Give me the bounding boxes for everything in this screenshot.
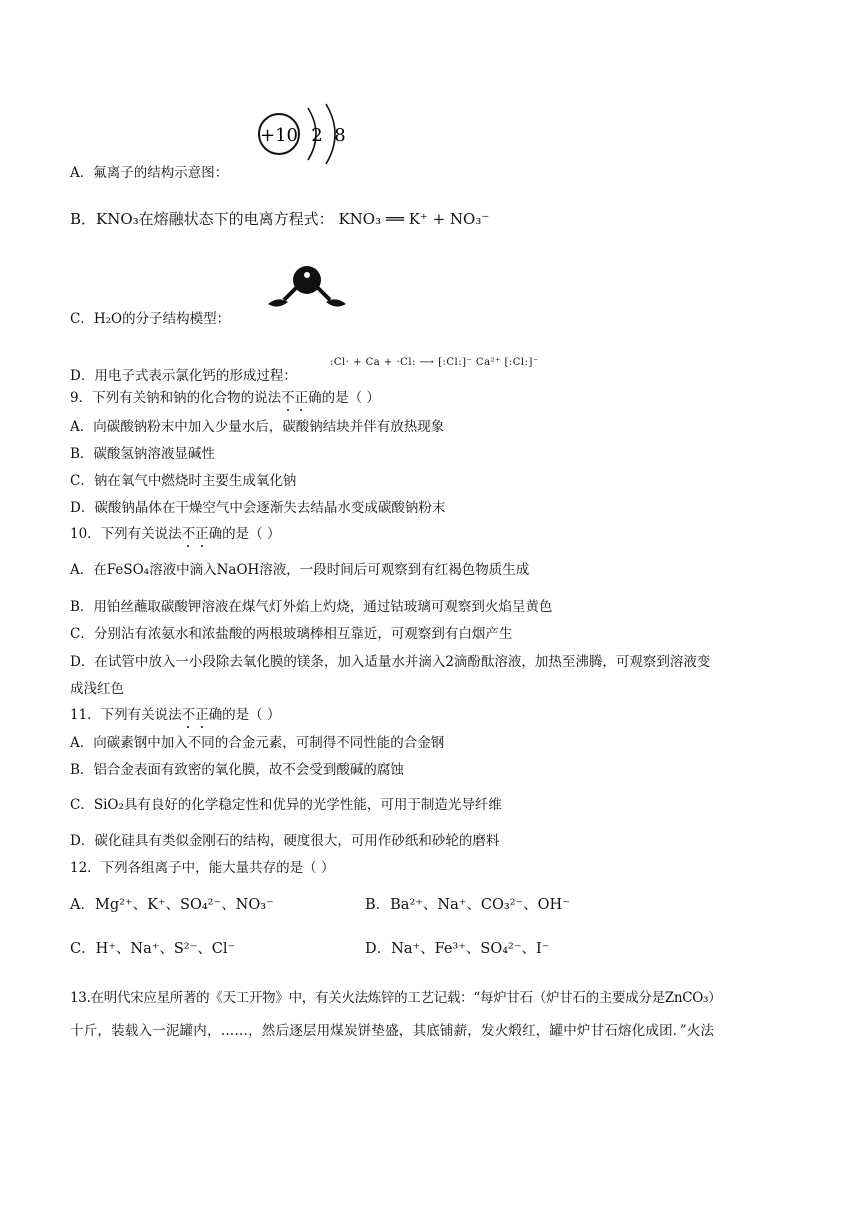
q8-option-a-text: A．氟离子的结构示意图： xyxy=(70,165,229,181)
q10-stem-pre: 10．下列有关说法 xyxy=(70,526,182,542)
q10-option-d-line1: D．在试管中放入一小段除去氧化膜的镁条，加入适量水并滴入2滴酚酞溶液，加热至沸腾，可观察到溶液变 xyxy=(70,654,711,670)
q11-emphasis-1: 不 xyxy=(181,707,196,723)
q8-option-b-text: B．KNO₃在熔融状态下的电离方程式： xyxy=(70,210,334,228)
q13-line2: 十斤，装载入一泥罐内，……，然后逐层用煤炭饼垫盛，其底铺薪，发火煅红，罐中炉甘石熔化成团．”火法 xyxy=(70,1023,715,1039)
q10-emphasis-1: 不 xyxy=(181,526,196,542)
q11-emphasis-2: 正 xyxy=(195,707,209,723)
q10-option-a: A．在FeSO₄溶液中滴入NaOH溶液，一段时间后可观察到有红褐色物质生成 xyxy=(70,562,530,578)
q10-stem xyxy=(70,525,280,543)
q10-option-d-line2: 成浅红色 xyxy=(70,681,124,697)
q11-option-a: A．向碳素钢中加入不同的合金元素，可制得不同性能的合金钢 xyxy=(70,735,445,751)
q9-stem xyxy=(70,389,380,407)
q9-stem-post: 确的是（ ） xyxy=(308,390,380,406)
q8-option-c-text: C．H₂O的分子结构模型： xyxy=(70,311,231,327)
q11-option-b: B．铝合金表面有致密的氧化膜，故不会受到酸碱的腐蚀 xyxy=(70,762,404,778)
q9-option-a: A．向碳酸钠粉末中加入少量水后，碳酸钠结块并伴有放热现象 xyxy=(70,419,445,435)
q8-option-d-text: D．用电子式表示氯化钙的形成过程： xyxy=(70,368,297,384)
q9-option-d: D．碳酸钠晶体在干燥空气中会逐渐失去结晶水变成碳酸钠粉末 xyxy=(70,500,446,516)
q8-option-d xyxy=(70,367,297,385)
nucleus-charge: +10 xyxy=(260,125,298,146)
q13-line1: 13.在明代宋应星所著的《天工开物》中，有关火法炼锌的工艺记载：“每炉甘石（炉甘石的主要成分是ZnCO₃） xyxy=(70,990,722,1006)
water-molecule-model-figure xyxy=(262,262,352,318)
q8-option-a xyxy=(70,164,228,182)
oxygen-atom xyxy=(293,266,321,294)
q12-option-c: C．H⁺、Na⁺、S²⁻、Cl⁻ xyxy=(70,941,236,957)
q11-stem xyxy=(70,706,280,724)
o-h-bond-right xyxy=(318,288,330,300)
q10-option-c: C．分别沾有浓氨水和浓盐酸的两根玻璃棒相互靠近，可观察到有白烟产生 xyxy=(70,626,513,642)
q9-option-c: C．钠在氧气中燃烧时主要生成氧化钠 xyxy=(70,473,297,489)
q12-option-a: A．Mg²⁺、K⁺、SO₄²⁻、NO₃⁻ xyxy=(70,897,274,913)
q12-option-d: D．Na⁺、Fe³⁺、SO₄²⁻、I⁻ xyxy=(365,941,550,957)
shell1-electrons: 2 xyxy=(311,125,323,146)
q11-stem-post: 确的是（ ） xyxy=(208,707,281,723)
q12-option-b: B．Ba²⁺、Na⁺、CO₃²⁻、OH⁻ xyxy=(365,897,570,913)
q11-option-c: C．SiO₂具有良好的化学稳定性和优异的光学性能，可用于制造光导纤维 xyxy=(70,797,502,813)
q9-stem-pre: 9．下列有关钠和钠的化合物的说法 xyxy=(70,390,282,406)
shell2-electrons: 8 xyxy=(334,125,346,146)
fluoride-ion-structure-figure xyxy=(252,98,362,178)
o-h-bond-left xyxy=(284,288,296,300)
q8-option-d-equation: :Cl· + Ca + ·Cl: ⟶ [:Cl:]⁻ Ca²⁺ [:Cl:]⁻ xyxy=(330,357,539,368)
q8-option-b-equation: KNO₃ ══ K⁺ + NO₃⁻ xyxy=(338,210,490,228)
q10-option-b: B．用铂丝蘸取碳酸钾溶液在煤气灯外焰上灼烧，通过钴玻璃可观察到火焰呈黄色 xyxy=(70,599,553,615)
q9-emphasis-2: 正 xyxy=(294,390,309,406)
q11-option-d: D．碳化硅具有类似金刚石的结构，硬度很大，可用作砂纸和砂轮的磨料 xyxy=(70,833,500,849)
q9-emphasis-1: 不 xyxy=(281,390,295,406)
q11-stem-pre: 11．下列有关说法 xyxy=(70,707,182,723)
q8-option-c xyxy=(70,310,230,328)
q10-emphasis-2: 正 xyxy=(195,526,209,542)
oxygen-highlight xyxy=(304,272,310,278)
q10-stem-post: 确的是（ ） xyxy=(208,526,281,542)
q8-option-b xyxy=(70,210,489,228)
q9-option-b: B．碳酸氢钠溶液显碱性 xyxy=(70,446,215,462)
q12-stem: 12．下列各组离子中，能大量共存的是（ ） xyxy=(70,860,335,876)
